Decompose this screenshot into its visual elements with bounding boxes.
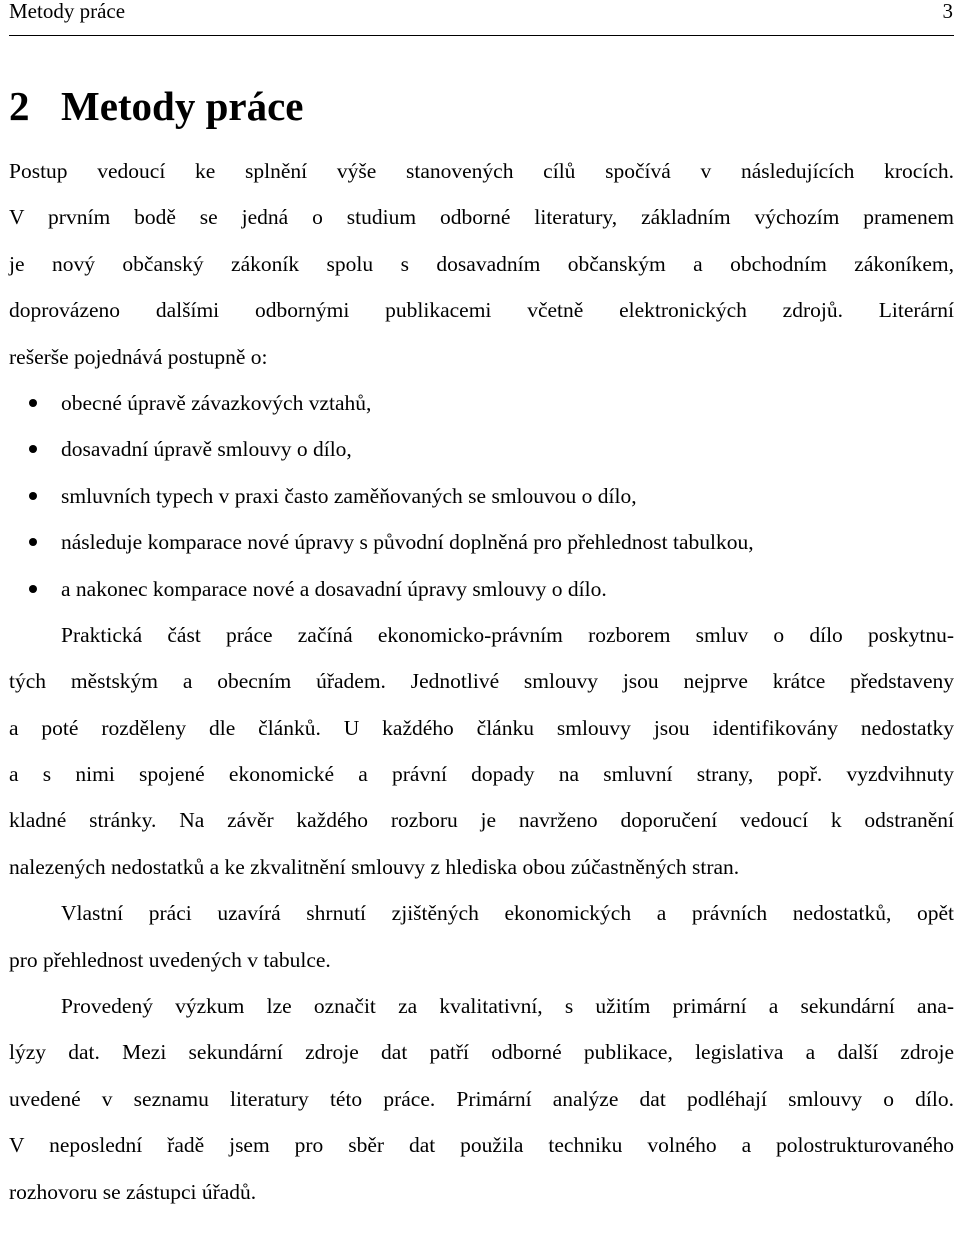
chapter-title: Metody práce [61, 83, 304, 129]
literature-review-list [9, 380, 954, 612]
list-item-text: následuje komparace nové úpravy s původní doplněná pro přehlednost tabulkou, [61, 530, 754, 555]
list-item [9, 519, 954, 565]
list-item-text: smluvních typech v praxi často zaměňovaných se smlouvou o dílo, [61, 483, 637, 508]
list-item [9, 426, 954, 472]
text-line: pro přehlednost uvedených v tabulce. [9, 947, 331, 972]
text-line: uvedené v seznamu literatury této práce. Primární analýze dat podléhají smlouvy o dílo. [9, 1086, 954, 1111]
list-item [9, 473, 954, 519]
bullet-icon [29, 399, 37, 407]
bullet-icon [29, 492, 37, 500]
conclusion-paragraph [9, 890, 954, 983]
list-item-text: dosavadní úpravě smlouvy o dílo, [61, 437, 352, 462]
text-line: V prvním bodě se jedná o studium odborné literatury, základním výchozím pramenem [9, 205, 954, 230]
chapter-number: 2 [9, 83, 30, 129]
list-item-text: a nakonec komparace nové a dosavadní úpravy smlouvy o dílo. [61, 576, 607, 601]
text-line: Provedený výzkum lze označit za kvalitativní, s užitím primární a sekundární ana- [61, 994, 954, 1019]
bullet-icon [29, 538, 37, 546]
text-line: kladné stránky. Na závěr každého rozboru je navrženo doporučení vedoucí k odstranění [9, 808, 954, 833]
text-line: nalezených nedostatků a ke zkvalitnění smlouvy z hlediska obou zúčastněných stran. [9, 854, 740, 879]
text-line: Postup vedoucí ke splnění výše stanovených cílů spočívá v následujících krocích. [9, 159, 954, 183]
chapter-heading [9, 82, 954, 130]
text-line: a s nimi spojené ekonomické a právní dopady na smluvní strany, popř. vyzdvihnuty [9, 762, 954, 787]
list-item [9, 566, 954, 612]
text-line: tých městským a obecním úřadem. Jednotlivé smlouvy jsou nejprve krátce představeny [9, 669, 954, 694]
text-line: rozhovoru se zástupci úřadů. [9, 1179, 257, 1204]
text-line: a poté rozděleny dle článků. U každého článku smlouvy jsou identifikovány nedostatky [9, 715, 954, 740]
text-line: Vlastní práci uzavírá shrnutí zjištěných ekonomických a právních nedostatků, opět [61, 901, 954, 926]
text-line: je nový občanský zákoník spolu s dosavadním občanským a obchodním zákoníkem, [9, 251, 954, 276]
list-item [9, 380, 954, 426]
bullet-icon [29, 585, 37, 593]
intro-paragraph [9, 148, 954, 380]
running-header-title: Metody práce [9, 0, 126, 23]
list-item-text: obecné úpravě závazkových vztahů, [61, 390, 372, 415]
research-paragraph [9, 983, 954, 1215]
text-line: V neposlední řadě jsem pro sběr dat použila techniku volného a polostrukturovaného [9, 1133, 954, 1158]
text-line: lýzy dat. Mezi sekundární zdroje dat patří odborné publikace, legislativa a další zdroje [9, 1040, 954, 1065]
text-line: doprovázeno dalšími odbornými publikacemi včetně elektronických zdrojů. Literární [9, 298, 954, 323]
running-header [9, 0, 954, 36]
bullet-icon [29, 445, 37, 453]
text-line: rešerše pojednává postupně o: [9, 344, 268, 369]
text-line: Praktická část práce začíná ekonomicko-právním rozborem smluv o dílo poskytnu- [61, 622, 954, 647]
page-number: 3 [942, 0, 953, 23]
practical-part-paragraph [9, 612, 954, 890]
